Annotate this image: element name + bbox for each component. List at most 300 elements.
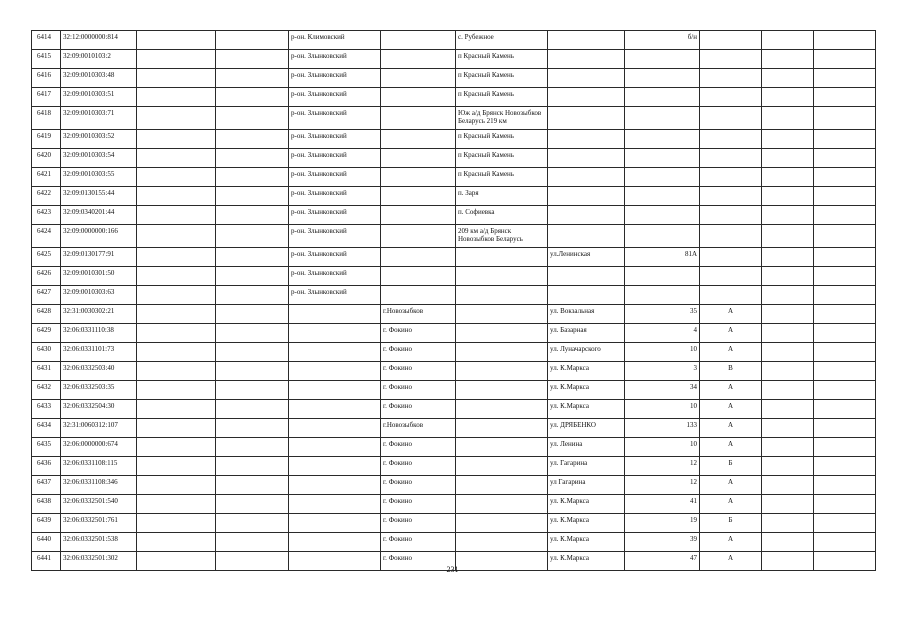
house-number-cell bbox=[625, 69, 700, 88]
cadastral-number: 32:09:0010303:52 bbox=[61, 130, 137, 149]
empty-cell bbox=[814, 107, 876, 130]
empty-cell bbox=[762, 495, 814, 514]
empty-cell bbox=[762, 362, 814, 381]
cadastral-number: 32:06:0331108:346 bbox=[61, 476, 137, 495]
district-cell: р-он. Злынковский bbox=[289, 149, 381, 168]
city-cell bbox=[381, 50, 456, 69]
row-number: 6441 bbox=[32, 552, 61, 571]
street-cell: ул. К.Маркса bbox=[548, 514, 625, 533]
row-number: 6431 bbox=[32, 362, 61, 381]
empty-cell bbox=[137, 476, 216, 495]
empty-cell bbox=[762, 248, 814, 267]
cadastral-number: 32:09:0130177:91 bbox=[61, 248, 137, 267]
empty-cell bbox=[137, 225, 216, 248]
street-cell bbox=[548, 187, 625, 206]
building-letter-cell: А bbox=[700, 381, 762, 400]
district-cell bbox=[289, 305, 381, 324]
empty-cell bbox=[814, 248, 876, 267]
empty-cell bbox=[814, 130, 876, 149]
street-cell: ул.Ленинская bbox=[548, 248, 625, 267]
table-row bbox=[32, 130, 876, 149]
building-letter-cell bbox=[700, 225, 762, 248]
empty-cell bbox=[762, 168, 814, 187]
cadastral-number: 32:31:0030302:21 bbox=[61, 305, 137, 324]
table-row bbox=[32, 206, 876, 225]
empty-cell bbox=[137, 533, 216, 552]
empty-cell bbox=[137, 88, 216, 107]
empty-cell bbox=[137, 69, 216, 88]
city-cell bbox=[381, 69, 456, 88]
property-register-table bbox=[31, 30, 875, 571]
empty-cell bbox=[814, 149, 876, 168]
row-number: 6426 bbox=[32, 267, 61, 286]
table-row bbox=[32, 187, 876, 206]
locality-cell bbox=[456, 324, 548, 343]
empty-cell bbox=[137, 168, 216, 187]
city-cell: г.Новозыбков bbox=[381, 419, 456, 438]
empty-cell bbox=[216, 88, 289, 107]
house-number-cell: 34 bbox=[625, 381, 700, 400]
locality-cell bbox=[456, 400, 548, 419]
district-cell: р-он. Злынковский bbox=[289, 168, 381, 187]
row-number: 6419 bbox=[32, 130, 61, 149]
building-letter-cell bbox=[700, 248, 762, 267]
empty-cell bbox=[814, 476, 876, 495]
house-number-cell bbox=[625, 168, 700, 187]
cadastral-number: 32:09:0010303:55 bbox=[61, 168, 137, 187]
row-number: 6418 bbox=[32, 107, 61, 130]
street-cell bbox=[548, 88, 625, 107]
locality-cell bbox=[456, 495, 548, 514]
locality-cell bbox=[456, 476, 548, 495]
empty-cell bbox=[762, 107, 814, 130]
house-number-cell: 35 bbox=[625, 305, 700, 324]
table-row bbox=[32, 225, 876, 248]
house-number-cell bbox=[625, 149, 700, 168]
street-cell bbox=[548, 130, 625, 149]
empty-cell bbox=[216, 400, 289, 419]
empty-cell bbox=[762, 225, 814, 248]
locality-cell: Юж а/д Брянск Новозыбков Беларусь 219 км bbox=[456, 107, 548, 130]
empty-cell bbox=[762, 286, 814, 305]
empty-cell bbox=[814, 381, 876, 400]
house-number-cell bbox=[625, 206, 700, 225]
street-cell: ул Гагарина bbox=[548, 476, 625, 495]
empty-cell bbox=[762, 31, 814, 50]
table-row bbox=[32, 362, 876, 381]
empty-cell bbox=[814, 495, 876, 514]
district-cell: р-он. Злынковский bbox=[289, 50, 381, 69]
city-cell: г. Фокино bbox=[381, 476, 456, 495]
district-cell: р-он. Злынковский bbox=[289, 267, 381, 286]
locality-cell: п Красный Камень bbox=[456, 50, 548, 69]
street-cell bbox=[548, 107, 625, 130]
city-cell: г. Фокино bbox=[381, 343, 456, 362]
empty-cell bbox=[814, 225, 876, 248]
empty-cell bbox=[814, 305, 876, 324]
empty-cell bbox=[814, 419, 876, 438]
house-number-cell bbox=[625, 50, 700, 69]
table-row bbox=[32, 50, 876, 69]
district-cell bbox=[289, 381, 381, 400]
empty-cell bbox=[137, 286, 216, 305]
empty-cell bbox=[216, 343, 289, 362]
house-number-cell: 10 bbox=[625, 343, 700, 362]
city-cell bbox=[381, 187, 456, 206]
empty-cell bbox=[216, 324, 289, 343]
empty-cell bbox=[762, 88, 814, 107]
empty-cell bbox=[814, 438, 876, 457]
empty-cell bbox=[814, 400, 876, 419]
street-cell: ул. ДРЯБЕНКО bbox=[548, 419, 625, 438]
building-letter-cell: А bbox=[700, 324, 762, 343]
empty-cell bbox=[814, 168, 876, 187]
cadastral-number: 32:06:0332503:35 bbox=[61, 381, 137, 400]
house-number-cell: б/н bbox=[625, 31, 700, 50]
empty-cell bbox=[814, 267, 876, 286]
locality-cell: п. Софиевка bbox=[456, 206, 548, 225]
empty-cell bbox=[762, 324, 814, 343]
building-letter-cell bbox=[700, 206, 762, 225]
house-number-cell bbox=[625, 130, 700, 149]
cadastral-number: 32:09:0010303:54 bbox=[61, 149, 137, 168]
house-number-cell bbox=[625, 107, 700, 130]
cadastral-number: 32:06:0331108:115 bbox=[61, 457, 137, 476]
building-letter-cell: А bbox=[700, 533, 762, 552]
locality-cell bbox=[456, 438, 548, 457]
row-number: 6428 bbox=[32, 305, 61, 324]
locality-cell bbox=[456, 457, 548, 476]
row-number: 6425 bbox=[32, 248, 61, 267]
table-row bbox=[32, 533, 876, 552]
empty-cell bbox=[216, 206, 289, 225]
building-letter-cell bbox=[700, 149, 762, 168]
cadastral-number: 32:09:0000000:166 bbox=[61, 225, 137, 248]
empty-cell bbox=[762, 130, 814, 149]
empty-cell bbox=[137, 514, 216, 533]
empty-cell bbox=[762, 400, 814, 419]
house-number-cell bbox=[625, 187, 700, 206]
empty-cell bbox=[762, 206, 814, 225]
street-cell bbox=[548, 225, 625, 248]
empty-cell bbox=[137, 149, 216, 168]
cadastral-number: 32:06:0331101:73 bbox=[61, 343, 137, 362]
locality-cell: 209 км а/д Брянск Новозыбков Беларусь bbox=[456, 225, 548, 248]
street-cell: ул. К.Маркса bbox=[548, 381, 625, 400]
row-number: 6427 bbox=[32, 286, 61, 305]
building-letter-cell: А bbox=[700, 438, 762, 457]
locality-cell: п. Заря bbox=[456, 187, 548, 206]
cadastral-number: 32:09:0010303:71 bbox=[61, 107, 137, 130]
city-cell: г. Фокино bbox=[381, 552, 456, 571]
cadastral-number: 32:12:0000000:814 bbox=[61, 31, 137, 50]
empty-cell bbox=[137, 130, 216, 149]
empty-cell bbox=[137, 107, 216, 130]
building-letter-cell bbox=[700, 267, 762, 286]
locality-cell bbox=[456, 381, 548, 400]
locality-cell: п Красный Камень bbox=[456, 149, 548, 168]
empty-cell bbox=[216, 305, 289, 324]
row-number: 6434 bbox=[32, 419, 61, 438]
house-number-cell: 3 bbox=[625, 362, 700, 381]
city-cell: г. Фокино bbox=[381, 324, 456, 343]
locality-cell: п Красный Камень bbox=[456, 168, 548, 187]
street-cell: ул. Ленина bbox=[548, 438, 625, 457]
street-cell: ул. Гагарина bbox=[548, 457, 625, 476]
city-cell bbox=[381, 130, 456, 149]
cadastral-number: 32:06:0332501:761 bbox=[61, 514, 137, 533]
row-number: 6430 bbox=[32, 343, 61, 362]
locality-cell: п Красный Камень bbox=[456, 130, 548, 149]
table-row bbox=[32, 286, 876, 305]
district-cell bbox=[289, 514, 381, 533]
empty-cell bbox=[762, 305, 814, 324]
house-number-cell: 133 bbox=[625, 419, 700, 438]
district-cell: р-он. Злынковский bbox=[289, 130, 381, 149]
row-number: 6436 bbox=[32, 457, 61, 476]
street-cell: ул. К.Маркса bbox=[548, 495, 625, 514]
cadastral-number: 32:09:0010303:63 bbox=[61, 286, 137, 305]
table-row bbox=[32, 438, 876, 457]
empty-cell bbox=[137, 495, 216, 514]
street-cell bbox=[548, 50, 625, 69]
district-cell bbox=[289, 343, 381, 362]
house-number-cell: 39 bbox=[625, 533, 700, 552]
district-cell bbox=[289, 495, 381, 514]
city-cell: г. Фокино bbox=[381, 381, 456, 400]
table-row bbox=[32, 476, 876, 495]
empty-cell bbox=[137, 267, 216, 286]
empty-cell bbox=[814, 206, 876, 225]
building-letter-cell bbox=[700, 187, 762, 206]
locality-cell: с. Рубежное bbox=[456, 31, 548, 50]
empty-cell bbox=[814, 187, 876, 206]
row-number: 6415 bbox=[32, 50, 61, 69]
street-cell: ул. Базарная bbox=[548, 324, 625, 343]
building-letter-cell: В bbox=[700, 362, 762, 381]
empty-cell bbox=[216, 50, 289, 69]
district-cell bbox=[289, 476, 381, 495]
building-letter-cell: А bbox=[700, 495, 762, 514]
empty-cell bbox=[762, 476, 814, 495]
table-body bbox=[32, 31, 876, 571]
house-number-cell: 47 bbox=[625, 552, 700, 571]
empty-cell bbox=[216, 149, 289, 168]
city-cell bbox=[381, 286, 456, 305]
building-letter-cell bbox=[700, 31, 762, 50]
building-letter-cell: А bbox=[700, 400, 762, 419]
cadastral-number: 32:09:0010301:50 bbox=[61, 267, 137, 286]
locality-cell bbox=[456, 362, 548, 381]
empty-cell bbox=[814, 50, 876, 69]
building-letter-cell: Б bbox=[700, 457, 762, 476]
house-number-cell: 12 bbox=[625, 476, 700, 495]
row-number: 6429 bbox=[32, 324, 61, 343]
row-number: 6422 bbox=[32, 187, 61, 206]
empty-cell bbox=[762, 457, 814, 476]
table-row bbox=[32, 457, 876, 476]
cadastral-number: 32:31:0060312:107 bbox=[61, 419, 137, 438]
locality-cell bbox=[456, 533, 548, 552]
city-cell bbox=[381, 206, 456, 225]
cadastral-number: 32:06:0000000:674 bbox=[61, 438, 137, 457]
locality-cell bbox=[456, 343, 548, 362]
district-cell: р-он. Злынковский bbox=[289, 69, 381, 88]
empty-cell bbox=[137, 305, 216, 324]
row-number: 6435 bbox=[32, 438, 61, 457]
house-number-cell: 10 bbox=[625, 400, 700, 419]
building-letter-cell bbox=[700, 50, 762, 69]
district-cell: р-он. Злынковский bbox=[289, 206, 381, 225]
house-number-cell bbox=[625, 267, 700, 286]
table-row bbox=[32, 419, 876, 438]
empty-cell bbox=[216, 225, 289, 248]
locality-cell: п Красный Камень bbox=[456, 88, 548, 107]
building-letter-cell bbox=[700, 168, 762, 187]
table-row bbox=[32, 514, 876, 533]
city-cell bbox=[381, 225, 456, 248]
locality-cell: п Красный Камень bbox=[456, 69, 548, 88]
street-cell: ул. К.Маркса bbox=[548, 400, 625, 419]
district-cell bbox=[289, 400, 381, 419]
row-number: 6437 bbox=[32, 476, 61, 495]
building-letter-cell: А bbox=[700, 419, 762, 438]
cadastral-number: 32:09:0010303:51 bbox=[61, 88, 137, 107]
empty-cell bbox=[137, 438, 216, 457]
empty-cell bbox=[814, 324, 876, 343]
city-cell bbox=[381, 149, 456, 168]
empty-cell bbox=[762, 419, 814, 438]
street-cell bbox=[548, 69, 625, 88]
row-number: 6438 bbox=[32, 495, 61, 514]
empty-cell bbox=[762, 438, 814, 457]
row-number: 6433 bbox=[32, 400, 61, 419]
locality-cell bbox=[456, 248, 548, 267]
district-cell bbox=[289, 324, 381, 343]
empty-cell bbox=[762, 514, 814, 533]
building-letter-cell: А bbox=[700, 343, 762, 362]
locality-cell bbox=[456, 514, 548, 533]
table-row bbox=[32, 168, 876, 187]
table-row bbox=[32, 88, 876, 107]
cadastral-number: 32:09:0010303:48 bbox=[61, 69, 137, 88]
building-letter-cell: А bbox=[700, 305, 762, 324]
empty-cell bbox=[137, 400, 216, 419]
empty-cell bbox=[814, 457, 876, 476]
empty-cell bbox=[216, 419, 289, 438]
building-letter-cell bbox=[700, 286, 762, 305]
locality-cell bbox=[456, 286, 548, 305]
street-cell: ул. К.Маркса bbox=[548, 362, 625, 381]
empty-cell bbox=[137, 419, 216, 438]
city-cell bbox=[381, 88, 456, 107]
street-cell bbox=[548, 286, 625, 305]
city-cell: г. Фокино bbox=[381, 438, 456, 457]
district-cell bbox=[289, 419, 381, 438]
city-cell: г. Фокино bbox=[381, 495, 456, 514]
empty-cell bbox=[137, 362, 216, 381]
street-cell bbox=[548, 31, 625, 50]
empty-cell bbox=[137, 31, 216, 50]
locality-cell bbox=[456, 267, 548, 286]
street-cell bbox=[548, 267, 625, 286]
house-number-cell: 4 bbox=[625, 324, 700, 343]
table-row bbox=[32, 149, 876, 168]
cadastral-number: 32:06:0331110:38 bbox=[61, 324, 137, 343]
empty-cell bbox=[137, 457, 216, 476]
house-number-cell: 41 bbox=[625, 495, 700, 514]
building-letter-cell: Б bbox=[700, 514, 762, 533]
cadastral-number: 32:09:0340201:44 bbox=[61, 206, 137, 225]
empty-cell bbox=[762, 149, 814, 168]
house-number-cell: 10 bbox=[625, 438, 700, 457]
street-cell: ул. К.Маркса bbox=[548, 552, 625, 571]
city-cell: г. Фокино bbox=[381, 533, 456, 552]
building-letter-cell bbox=[700, 130, 762, 149]
building-letter-cell: А bbox=[700, 476, 762, 495]
row-number: 6423 bbox=[32, 206, 61, 225]
empty-cell bbox=[137, 248, 216, 267]
city-cell: г. Фокино bbox=[381, 514, 456, 533]
cadastral-number: 32:06:0332501:540 bbox=[61, 495, 137, 514]
city-cell: г. Фокино bbox=[381, 400, 456, 419]
table-row bbox=[32, 343, 876, 362]
cadastral-number: 32:06:0332504:30 bbox=[61, 400, 137, 419]
house-number-cell: 81А bbox=[625, 248, 700, 267]
city-cell bbox=[381, 248, 456, 267]
empty-cell bbox=[137, 206, 216, 225]
empty-cell bbox=[216, 168, 289, 187]
cadastral-number: 32:09:0130155:44 bbox=[61, 187, 137, 206]
empty-cell bbox=[216, 107, 289, 130]
empty-cell bbox=[216, 438, 289, 457]
city-cell: г.Новозыбков bbox=[381, 305, 456, 324]
district-cell bbox=[289, 438, 381, 457]
table-row bbox=[32, 495, 876, 514]
empty-cell bbox=[216, 130, 289, 149]
empty-cell bbox=[216, 533, 289, 552]
district-cell: р-он. Злынковский bbox=[289, 286, 381, 305]
empty-cell bbox=[762, 69, 814, 88]
empty-cell bbox=[762, 267, 814, 286]
table-row bbox=[32, 31, 876, 50]
house-number-cell: 19 bbox=[625, 514, 700, 533]
empty-cell bbox=[216, 69, 289, 88]
empty-cell bbox=[762, 343, 814, 362]
empty-cell bbox=[762, 381, 814, 400]
cadastral-number: 32:06:0332503:40 bbox=[61, 362, 137, 381]
empty-cell bbox=[814, 69, 876, 88]
empty-cell bbox=[137, 381, 216, 400]
empty-cell bbox=[216, 514, 289, 533]
city-cell: г. Фокино bbox=[381, 362, 456, 381]
house-number-cell bbox=[625, 225, 700, 248]
row-number: 6414 bbox=[32, 31, 61, 50]
empty-cell bbox=[216, 381, 289, 400]
empty-cell bbox=[216, 495, 289, 514]
empty-cell bbox=[216, 187, 289, 206]
row-number: 6424 bbox=[32, 225, 61, 248]
cadastral-number: 32:06:0332501:538 bbox=[61, 533, 137, 552]
empty-cell bbox=[762, 533, 814, 552]
row-number: 6439 bbox=[32, 514, 61, 533]
table-row bbox=[32, 305, 876, 324]
table-row bbox=[32, 69, 876, 88]
district-cell bbox=[289, 533, 381, 552]
empty-cell bbox=[137, 50, 216, 69]
empty-cell bbox=[216, 267, 289, 286]
row-number: 6432 bbox=[32, 381, 61, 400]
